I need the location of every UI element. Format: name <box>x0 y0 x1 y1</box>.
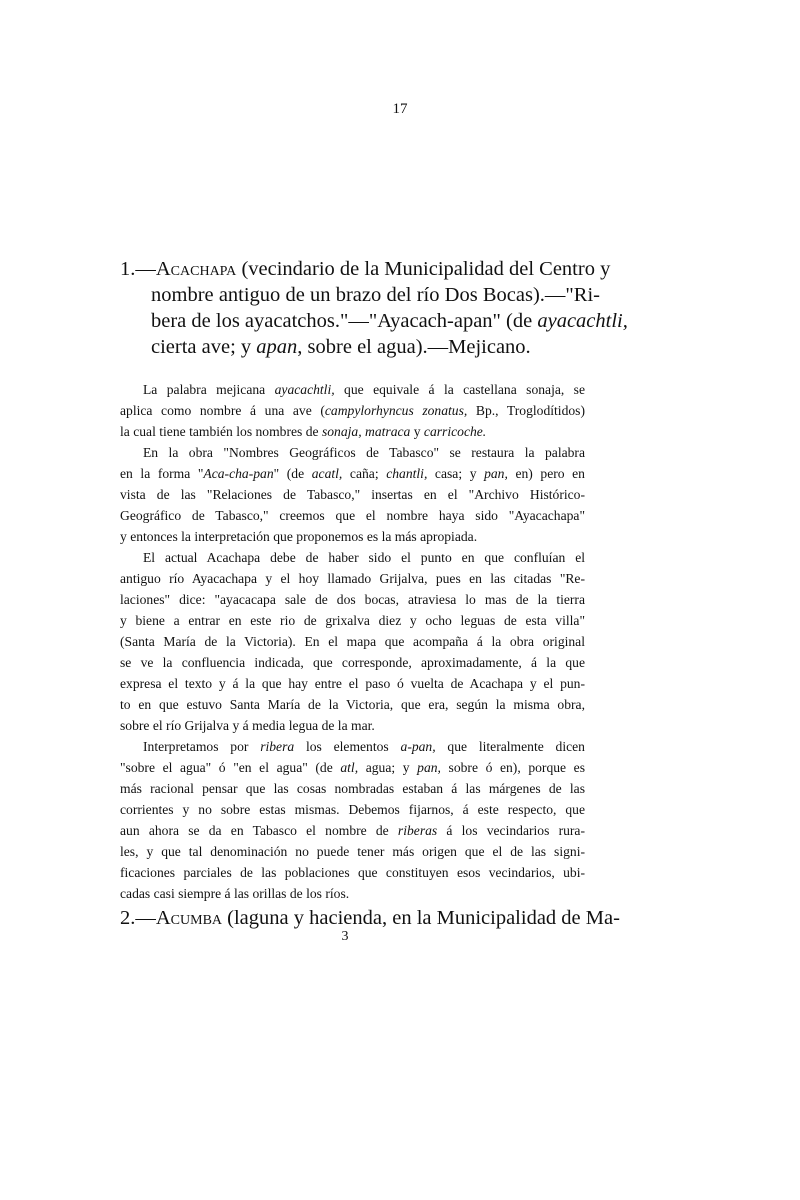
page-number: 17 <box>392 101 408 117</box>
text-line: sobre el río Grijalva y á media legua de la mar. <box>120 718 375 733</box>
text-line: aplica como nombre á una ave (campylorhyncus zonatus, Bp., Troglodítidos) <box>120 403 585 418</box>
paragraph <box>120 547 585 736</box>
text-line: más racional pensar que las cosas nombradas estaban á las márgenes de las <box>120 781 585 796</box>
text-line: aun ahora se da en Tabasco el nombre de riberas á los vecindarios rura- <box>120 823 585 838</box>
text-line: la cual tiene también los nombres de sonaja, matraca y carricoche. <box>120 424 487 439</box>
heading-line: bera de los ayacatchos."—"Ayacach-apan" (de ayacachtli, <box>151 310 628 332</box>
entry-headword: Acumba <box>155 907 223 929</box>
text-line: (Santa María de la Victoria). En el mapa que acompaña á la obra original <box>120 634 585 649</box>
text-line: en la forma "Aca-cha-pan" (de acatl, caña; chantli, casa; y pan, en) pero en <box>120 466 585 481</box>
text-line: El actual Acachapa debe de haber sido el punto en que confluían el <box>143 550 585 565</box>
text-line: se ve la confluencia indicada, que corresponde, aproximadamente, á la que <box>120 655 585 670</box>
entry-headword: Acachapa <box>155 258 237 280</box>
entry-heading <box>120 256 628 360</box>
text-line: corrientes y no sobre estas mismas. Debemos fijarnos, á este respecto, que <box>120 802 585 817</box>
signature-mark: 3 <box>341 929 349 944</box>
entry-number: 2.— <box>120 907 156 929</box>
text-line: expresa el texto y á la que hay entre el paso ó vuelta de Acachapa y el pun- <box>120 676 585 691</box>
paragraph <box>120 736 585 904</box>
entry-heading <box>120 905 620 931</box>
text-line: La palabra mejicana ayacachtli, que equivale á la castellana sonaja, se <box>143 382 586 397</box>
paragraph <box>120 379 585 442</box>
text-line: Geográfico de Tabasco," creemos que el nombre haya sido "Ayacachapa" <box>120 508 585 523</box>
text-line: ficaciones parciales de las poblaciones que constituyen esos vecindarios, ubi- <box>120 865 585 880</box>
paragraph <box>120 442 585 547</box>
heading-line: nombre antiguo de un brazo del río Dos Bocas).—"Ri- <box>151 284 600 306</box>
text-line: y entonces la interpretación que proponemos es la más apropiada. <box>120 529 478 544</box>
text-line: y biene a entrar en este rio de grixalva diez y ocho leguas de esta villa" <box>120 613 585 628</box>
text-line: laciones" dice: "ayacacapa sale de dos bocas, atraviesa lo mas de la tierra <box>120 592 585 607</box>
text-line: vista de las "Relaciones de Tabasco," insertas en el "Archivo Histórico- <box>120 487 585 502</box>
text-line: cadas casi siempre á las orillas de los ríos. <box>120 886 350 901</box>
entry-number: 1.— <box>120 258 156 280</box>
entry-body <box>120 379 585 904</box>
text-line: antiguo río Ayacachapa y el hoy llamado Grijalva, pues en las citadas "Re- <box>120 571 585 586</box>
heading-line: 1.—Acachapa (vecindario de la Municipalidad del Centro y <box>120 258 611 280</box>
text-line: "sobre el agua" ó "en el agua" (de atl, agua; y pan, sobre ó en), porque es <box>120 760 585 775</box>
text-line: En la obra "Nombres Geográficos de Tabasco" se restaura la palabra <box>143 445 585 460</box>
heading-line: 2.—Acumba (laguna y hacienda, en la Municipalidad de Ma- <box>120 907 620 929</box>
text-line: les, y que tal denominación no puede tener más origen que el de las signi- <box>120 844 585 859</box>
text-line: to en que estuvo Santa María de la Victoria, que era, según la misma obra, <box>120 697 585 712</box>
text-line: Interpretamos por ribera los elementos a-pan, que literalmente dicen <box>143 739 585 754</box>
heading-line: cierta ave; y apan, sobre el agua).—Mejicano. <box>151 336 531 358</box>
